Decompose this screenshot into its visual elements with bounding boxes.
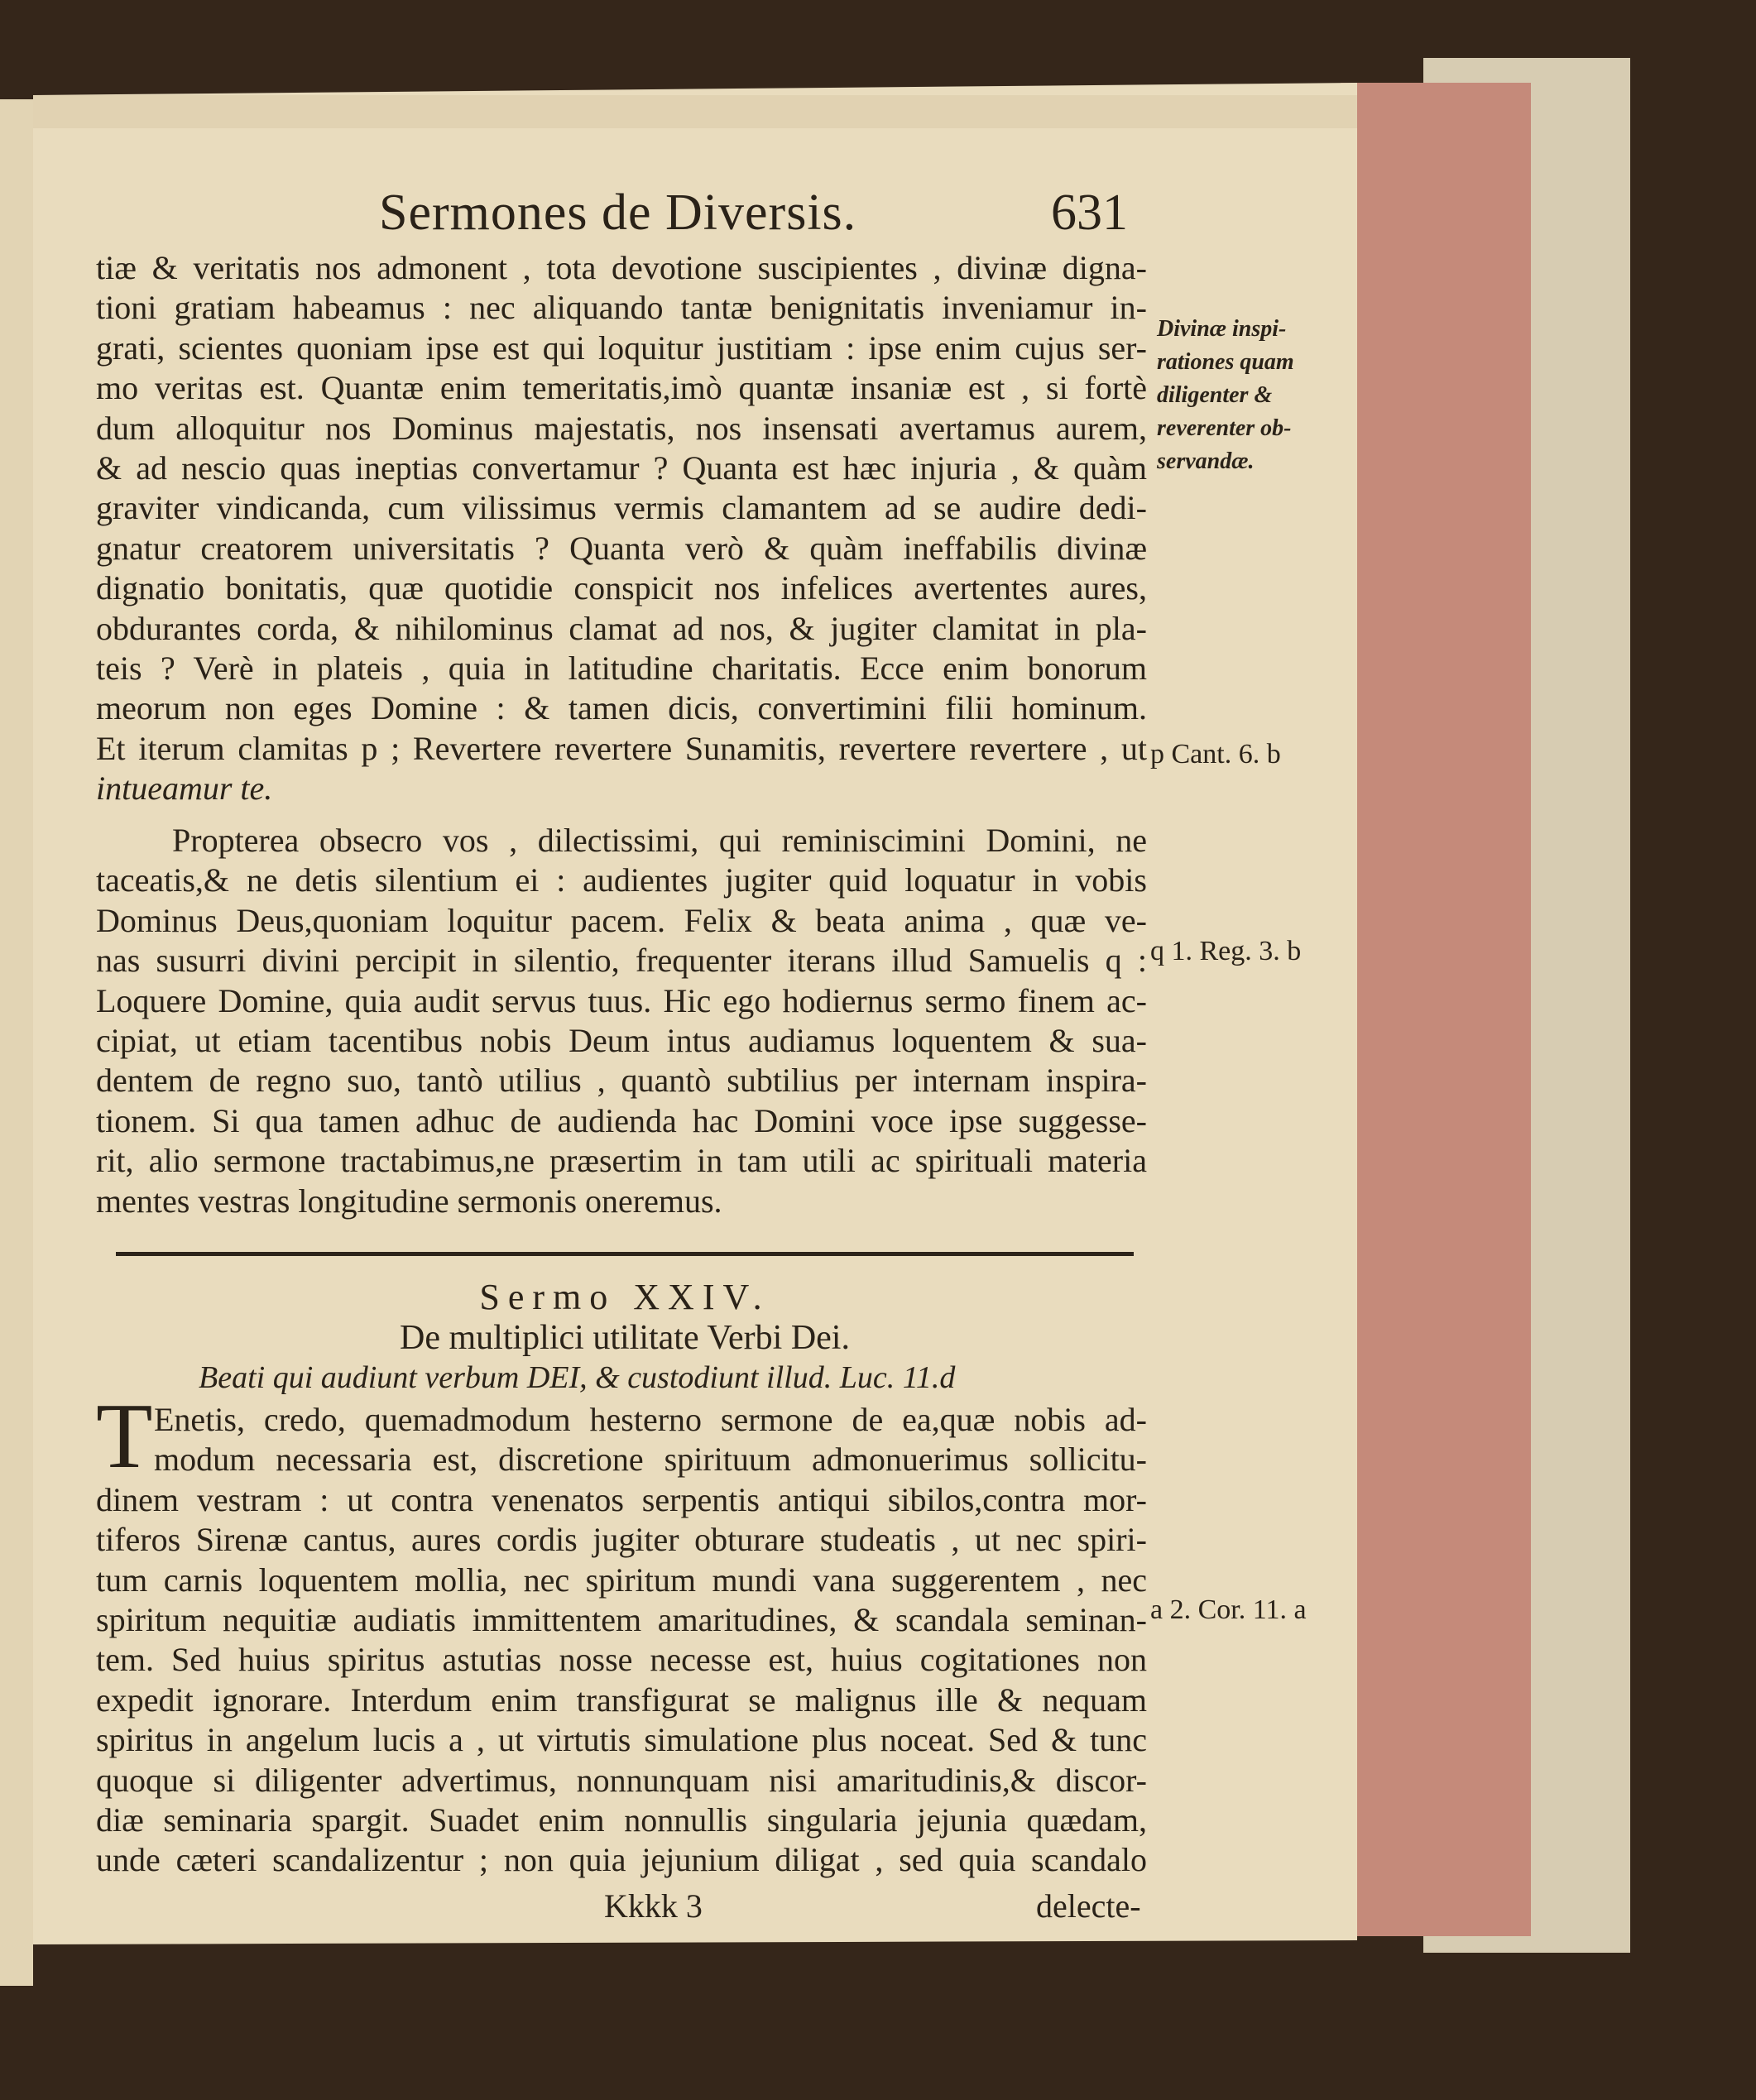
text-line: expedit ignorare. Interdum enim transfigurat se malignus ille & nequam <box>96 1680 1147 1719</box>
marginal-note-line: rationes quam <box>1157 349 1294 375</box>
text-line: meorum non eges Domine : & tamen dicis, convertimini filii hominum. <box>96 689 1147 727</box>
text-line: Dominus Deus,quoniam loquitur pacem. Felix & beata anima , quæ ve- <box>96 901 1147 939</box>
text-line: gnatur creatorem universitatis ? Quanta verò & quàm ineffabilis divinæ <box>96 529 1147 567</box>
text-line: spiritus in angelum lucis a , ut virtutis simulatione plus noceat. Sed & tunc <box>96 1721 1147 1759</box>
text-line: mo veritas est. Quantæ enim temeritatis,imò quantæ insaniæ est , si fortè <box>96 369 1147 407</box>
marginal-reference: p Cant. 6. b <box>1150 739 1281 770</box>
marginal-note-line: Divinæ inspi- <box>1157 316 1287 342</box>
text-line: Et iterum clamitas p ; Revertere revertere Sunamitis, revertere revertere , ut <box>96 729 1147 767</box>
text-line: dentem de regno suo, tantò utilius , quantò subtilius per internam inspira- <box>96 1062 1147 1100</box>
text-line: obdurantes corda, & nihilominus clamat ad nos, & jugiter clamitat in pla- <box>96 609 1147 647</box>
text-line: dum alloquitur nos Dominus majestatis, nos insensati avertamus aurem, <box>96 409 1147 447</box>
text-line: dinem vestram : ut contra venenatos serpentis antiqui sibilos,contra mor- <box>96 1480 1147 1518</box>
signature-mark: Kkkk 3 <box>604 1887 703 1925</box>
text-line: Propterea obsecro vos , dilectissimi, qui reminiscimini Domini, ne <box>172 822 1147 859</box>
section-rule <box>116 1252 1134 1256</box>
page-number: 631 <box>1051 185 1128 241</box>
page-fore-edge <box>1341 83 1531 1936</box>
catchword: delecte- <box>1036 1887 1141 1925</box>
text-line: tioni gratiam habeamus : nec aliquando tantæ benignitatis inveniamur in- <box>96 289 1147 327</box>
text-line: dignatio bonitatis, quæ quotidie conspicit nos infelices avertentes aures, <box>96 569 1147 607</box>
running-title: Sermones de Diversis. <box>379 185 857 241</box>
text-line: spiritum nequitiæ audiatis immittentem amaritudines, & scandala seminan- <box>96 1600 1147 1638</box>
text-line: tum carnis loquentem mollia, nec spiritum mundi vana suggerentem , nec <box>96 1561 1147 1599</box>
marginal-note-line: reverenter ob- <box>1157 415 1292 441</box>
marginal-note-line: diligenter & <box>1157 382 1273 408</box>
text-line: nas susurri divini percipit in silentio, frequenter iterans illud Samuelis q : <box>96 942 1147 980</box>
marginal-note-line: servandæ. <box>1157 448 1255 474</box>
text-line: taceatis,& ne detis silentium ei : audientes jugiter quid loquatur in vobis <box>96 861 1147 899</box>
text-line: tiæ & veritatis nos admonent , tota devotione suscipientes , divinæ digna- <box>96 249 1147 286</box>
marginal-note <box>1157 313 1294 478</box>
marginal-reference: a 2. Cor. 11. a <box>1150 1594 1307 1625</box>
text-line: graviter vindicanda, cum vilissimus vermis clamantem ad se audire dedi- <box>96 489 1147 527</box>
text-block-middle <box>96 821 1147 1221</box>
text-line: teis ? Verè in plateis , quia in latitudine charitatis. Ecce enim bonorum <box>96 649 1147 687</box>
text-line: tem. Sed huius spiritus astutias nosse necesse est, huius cogitationes non <box>96 1641 1147 1679</box>
text-line: tionem. Si qua tamen adhuc de audienda hac Domini voce ipse suggesse- <box>96 1101 1147 1139</box>
text-line: intueamur te. <box>96 770 273 808</box>
text-line: tiferos Sirenæ cantus, aures cordis jugiter obturare studeatis , ut nec spiri- <box>96 1521 1147 1559</box>
text-line: & ad nescio quas ineptias convertamur ? Quanta est hæc injuria , & quàm <box>96 448 1147 487</box>
text-block-upper <box>96 248 1147 808</box>
text-line: cipiat, ut etiam tacentibus nobis Deum intus audiamus loquentem & sua- <box>96 1021 1147 1059</box>
text-line: diæ seminaria spargit. Suadet enim nonnullis singularia jejunia quædam, <box>96 1800 1147 1839</box>
text-line: rit, alio sermone tractabimus,ne præsertim in tam utili ac spirituali materia <box>96 1142 1147 1180</box>
text-line: Loquere Domine, quia audit servus tuus. Hic ego hodiernus sermo finem ac- <box>96 981 1147 1019</box>
text-line: unde cæteri scandalizentur ; non quia jejunium diligat , sed quia scandalo <box>96 1841 1147 1879</box>
text-line: modum necessaria est, discretione spirituum admonuerimus sollicitu- <box>154 1441 1147 1479</box>
text-line: mentes vestras longitudine sermonis oneremus. <box>96 1182 722 1220</box>
marginal-reference: q 1. Reg. 3. b <box>1150 936 1302 966</box>
sermon-title: De multiplici utilitate Verbi Dei. <box>400 1319 850 1357</box>
text-line: grati, scientes quoniam ipse est qui loquitur justitiam : ipse enim cujus ser- <box>96 328 1147 367</box>
facing-page-edge <box>0 99 33 1986</box>
text-line: quoque si diligenter advertimus, nonnunquam nisi amaritudinis,& discor- <box>96 1761 1147 1799</box>
text-line: Enetis, credo, quemadmodum hesterno sermone de ea,quæ nobis ad- <box>154 1401 1147 1438</box>
drop-cap: T <box>96 1385 153 1488</box>
sermon-number: Sermo XXIV. <box>479 1277 770 1317</box>
sermon-epigraph: Beati qui audiunt verbum DEI, & custodiunt illud. Luc. 11.d <box>199 1360 956 1395</box>
text-block-lower <box>96 1400 1147 1881</box>
